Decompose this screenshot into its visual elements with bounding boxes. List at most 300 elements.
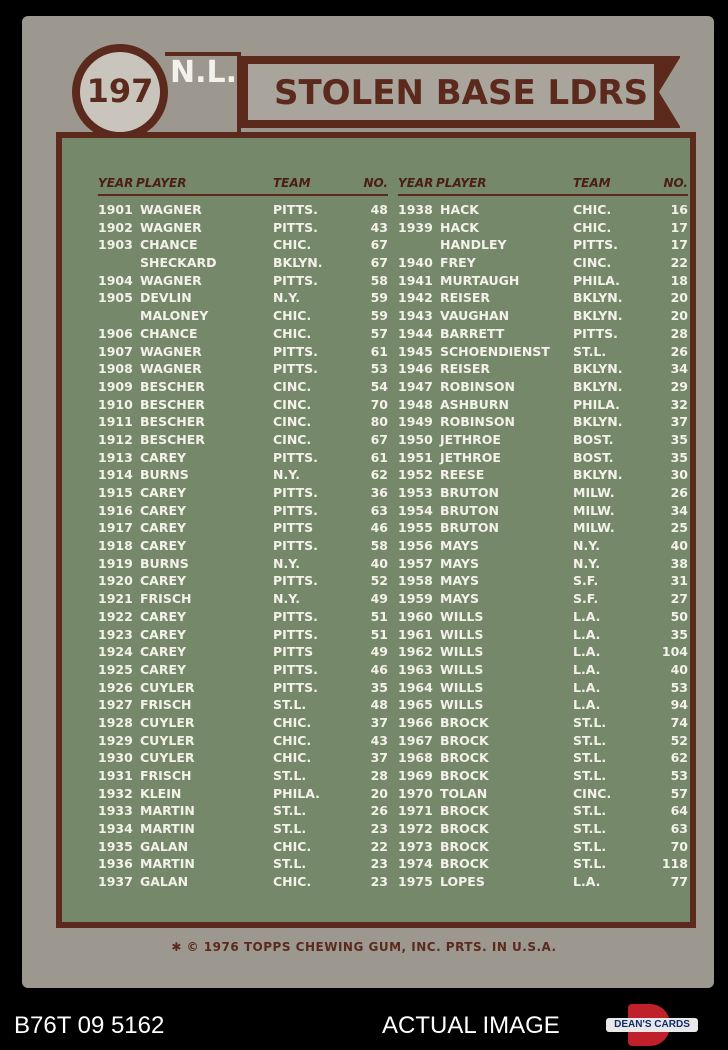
row-team: PITTS. [273,272,318,288]
row-team: ST.L. [573,732,607,748]
table-row [398,379,688,397]
row-steals: 27 [670,591,688,607]
table-row [98,680,388,698]
row-steals: 17 [670,219,688,235]
row-player: HACK [440,219,479,235]
row-year: 1933 [98,803,133,819]
table-row [98,220,388,238]
title-banner-inner [248,64,654,120]
row-steals: 52 [670,732,688,748]
row-player: MARTIN [140,856,195,872]
row-year: 1932 [98,785,133,801]
row-year: 1963 [398,661,433,677]
row-steals: 62 [670,750,688,766]
row-year: 1904 [98,272,133,288]
table-row [98,290,388,308]
row-year: 1974 [398,856,433,872]
left-column [98,176,388,892]
row-steals: 43 [370,732,388,748]
row-team: ST.L. [573,768,607,783]
row-steals: 36 [370,485,388,500]
row-year: 1960 [398,608,433,624]
table-row [98,715,388,733]
actual-image-label: ACTUAL IMAGE [382,1012,560,1039]
row-player: CAREY [140,573,187,589]
row-player: WILLS [440,608,484,624]
row-player: MARTIN [140,803,195,819]
row-steals: 37 [370,714,388,730]
row-year: 1955 [398,520,433,536]
table-row [98,627,388,645]
table-row [398,839,688,857]
row-steals: 67 [370,237,388,253]
row-steals: 32 [670,396,688,412]
table-row [98,644,388,662]
row-team: BOST. [573,431,614,447]
row-steals: 58 [370,272,388,288]
row-year: 1938 [398,202,433,217]
row-steals: 62 [370,467,388,483]
row-player: SCHOENDIENST [440,343,550,359]
row-year: 1937 [98,874,133,890]
row-year: 1945 [398,343,433,359]
row-player: KLEIN [140,785,182,801]
row-team: ST.L. [273,697,307,713]
row-player: FRISCH [140,697,192,713]
table-row [98,591,388,609]
row-player: BRUTON [440,485,499,500]
table-row [398,290,688,308]
row-year: 1949 [398,414,433,430]
row-year: 1935 [98,838,133,854]
table-row [398,644,688,662]
row-year: 1913 [98,449,133,465]
table-row [98,397,388,415]
row-steals: 26 [370,803,388,819]
row-team: ST.L. [273,856,307,872]
row-year: 1936 [98,856,133,872]
row-team: MILW. [573,502,615,518]
row-steals: 74 [670,714,688,730]
table-row [398,467,688,485]
card-id: B76T 09 5162 [14,1012,165,1039]
row-player: WILLS [440,679,484,695]
row-team: CHIC. [273,308,312,324]
row-team: N.Y. [273,555,300,571]
row-year: 1951 [398,449,433,465]
row-player: BRUTON [440,502,499,518]
row-player: GALAN [140,874,189,890]
header-no: NO. [363,176,388,190]
row-team: CHIC. [273,325,312,341]
logo-text: DEAN'S CARDS [606,1018,698,1032]
league-label: N.L. [170,55,238,90]
row-team: CHIC. [273,874,312,890]
table-row [398,874,688,892]
row-year: 1953 [398,485,433,500]
table-row [398,573,688,591]
row-player: VAUGHAN [440,308,510,324]
row-year: 1910 [98,396,133,412]
row-player: CAREY [140,502,187,518]
row-team: PITTS. [573,237,618,253]
table-row [98,361,388,379]
table-row [98,202,388,220]
row-year: 1929 [98,732,133,748]
row-team: MILW. [573,520,615,536]
row-year: 1930 [98,750,133,766]
row-team: CHIC. [573,202,612,217]
row-steals: 53 [670,679,688,695]
row-team: PITTS [273,644,314,660]
baseball-badge [72,44,168,140]
row-year: 1902 [98,219,133,235]
table-row [98,821,388,839]
row-player: BARRETT [440,325,505,341]
row-steals: 63 [670,821,688,837]
row-player: WILLS [440,697,484,713]
row-steals: 61 [370,343,388,359]
table-row [98,750,388,768]
row-steals: 53 [370,361,388,377]
row-team: PITTS. [273,361,318,377]
row-team: CINC. [573,255,612,271]
row-team: BKLYN. [573,467,623,483]
row-steals: 46 [370,661,388,677]
row-year: 1971 [398,803,433,819]
row-steals: 70 [370,396,388,412]
row-year: 1972 [398,821,433,837]
row-player: CUYLER [140,714,195,730]
table-row [98,803,388,821]
row-steals: 49 [370,591,388,607]
row-player: WAGNER [140,272,202,288]
row-player: TOLAN [440,785,488,801]
row-steals: 48 [370,697,388,713]
table-row [398,202,688,220]
header-year: YEAR [398,176,434,190]
row-player: FREY [440,255,476,271]
row-player: BESCHER [140,396,205,412]
row-year: 1946 [398,361,433,377]
row-steals: 40 [370,555,388,571]
table-row [398,273,688,291]
table-row [398,414,688,432]
row-player: FRISCH [140,591,192,607]
row-steals: 67 [370,255,388,271]
row-player: MARTIN [140,821,195,837]
row-team: ST.L. [573,838,607,854]
row-player: CAREY [140,520,187,536]
table-row [398,750,688,768]
row-steals: 20 [670,308,688,324]
row-year: 1941 [398,272,433,288]
row-steals: 63 [370,502,388,518]
row-player: BESCHER [140,414,205,430]
row-year: 1912 [98,431,133,447]
deans-cards-logo [606,1004,698,1046]
row-team: L.A. [573,697,601,713]
table-row [98,573,388,591]
row-team: PITTS. [273,679,318,695]
row-year: 1940 [398,255,433,271]
table-row [398,591,688,609]
row-year: 1950 [398,431,433,447]
row-player: BESCHER [140,378,205,394]
row-team: L.A. [573,644,601,660]
table-row [398,308,688,326]
row-year: 1970 [398,785,433,801]
row-team: PITTS. [273,449,318,465]
row-team: N.Y. [573,555,600,571]
row-year: 1927 [98,697,133,713]
row-player: WAGNER [140,361,202,377]
stats-panel [56,132,696,928]
row-team: L.A. [573,608,601,624]
row-year: 1905 [98,290,133,306]
row-steals: 118 [661,856,688,872]
table-row [398,485,688,503]
row-steals: 53 [670,768,688,783]
table-row [98,839,388,857]
table-row [98,733,388,751]
row-player: REISER [440,361,490,377]
row-year: 1921 [98,591,133,607]
row-player: WAGNER [140,202,202,217]
row-steals: 16 [670,202,688,217]
row-player: BROCK [440,821,489,837]
table-row [398,680,688,698]
row-player: CUYLER [140,750,195,766]
row-steals: 59 [370,290,388,306]
row-steals: 61 [370,449,388,465]
row-steals: 57 [670,785,688,801]
row-team: PITTS. [273,219,318,235]
row-year: 1918 [98,538,133,554]
row-year: 1939 [398,219,433,235]
row-steals: 51 [370,608,388,624]
row-steals: 80 [370,414,388,430]
table-row [398,520,688,538]
row-year: 1961 [398,626,433,642]
row-team: CINC. [273,378,312,394]
row-team: ST.L. [573,714,607,730]
header-player: PLAYER [136,176,187,190]
row-player: BROCK [440,768,489,783]
row-steals: 67 [370,431,388,447]
row-steals: 34 [670,502,688,518]
row-steals: 40 [670,538,688,554]
row-player: CAREY [140,608,187,624]
copyright-line: ✱ © 1976 TOPPS CHEWING GUM, INC. PRTS. IN U.S.A. [171,940,557,954]
table-row [398,220,688,238]
table-row [398,361,688,379]
row-player: HACK [440,202,479,217]
row-player: CAREY [140,644,187,660]
table-row [398,856,688,874]
row-year: 1916 [98,502,133,518]
row-player: FRISCH [140,768,192,783]
row-steals: 37 [670,414,688,430]
row-player: CAREY [140,485,187,500]
row-player: BURNS [140,467,189,483]
baseball-icon [80,52,160,132]
row-team: CINC. [273,396,312,412]
row-team: ST.L. [273,768,307,783]
title-banner [240,56,680,128]
table-row [98,308,388,326]
table-row [98,556,388,574]
row-team: L.A. [573,661,601,677]
row-team: L.A. [573,874,601,890]
row-player: CUYLER [140,679,195,695]
table-row [398,697,688,715]
row-team: CINC. [273,414,312,430]
table-row [98,255,388,273]
row-team: PITTS. [273,485,318,500]
table-row [398,432,688,450]
row-team: S.F. [573,573,599,589]
row-player: WILLS [440,644,484,660]
row-year: 1934 [98,821,133,837]
table-row [398,538,688,556]
table-row [398,627,688,645]
row-player: CHANCE [140,325,198,341]
row-steals: 25 [670,520,688,536]
row-year: 1952 [398,467,433,483]
table-row [98,856,388,874]
row-steals: 22 [670,255,688,271]
row-steals: 20 [670,290,688,306]
row-team: CHIC. [273,714,312,730]
row-steals: 77 [670,874,688,890]
row-team: PITTS. [273,661,318,677]
row-year: 1959 [398,591,433,607]
row-team: BKLYN. [573,414,623,430]
row-team: PITTS. [273,202,318,217]
row-year: 1965 [398,697,433,713]
row-player: BROCK [440,803,489,819]
row-team: PHILA. [573,396,620,412]
row-player: MAYS [440,573,479,589]
row-steals: 29 [670,378,688,394]
row-steals: 46 [370,520,388,536]
row-player: CAREY [140,661,187,677]
table-row [98,786,388,804]
table-row [398,344,688,362]
row-steals: 50 [670,608,688,624]
row-year: 1942 [398,290,433,306]
row-year: 1944 [398,325,433,341]
row-player: ROBINSON [440,378,515,394]
table-row [98,768,388,786]
row-team: S.F. [573,591,599,607]
row-player: MAYS [440,591,479,607]
row-team: CINC. [573,785,612,801]
row-player: CAREY [140,626,187,642]
table-row [98,520,388,538]
row-team: CHIC. [573,219,612,235]
row-player: JETHROE [440,449,501,465]
left-rows [98,202,388,892]
header-year: YEAR [98,176,134,190]
row-team: ST.L. [273,821,307,837]
row-team: ST.L. [573,856,607,872]
row-year: 1973 [398,838,433,854]
row-steals: 51 [370,626,388,642]
row-player: BRUTON [440,520,499,536]
row-player: ROBINSON [440,414,515,430]
row-steals: 30 [670,467,688,483]
row-steals: 58 [370,538,388,554]
table-row [98,538,388,556]
left-header [98,176,388,196]
row-year: 1931 [98,768,133,783]
row-team: ST.L. [573,821,607,837]
table-row [398,556,688,574]
row-year: 1964 [398,679,433,695]
row-player: ASHBURN [440,396,509,412]
row-team: CHIC. [273,838,312,854]
row-steals: 52 [370,573,388,589]
row-team: BOST. [573,449,614,465]
table-row [98,344,388,362]
row-year: 1969 [398,768,433,783]
table-row [398,237,688,255]
row-steals: 31 [670,573,688,589]
row-steals: 23 [370,874,388,890]
table-row [398,803,688,821]
table-row [398,255,688,273]
row-player: BROCK [440,838,489,854]
row-player: BROCK [440,714,489,730]
row-player: WAGNER [140,343,202,359]
row-player: REESE [440,467,485,483]
row-player: BROCK [440,750,489,766]
row-team: PITTS. [273,343,318,359]
row-team: N.Y. [273,290,300,306]
row-team: BKLYN. [573,378,623,394]
table-row [98,609,388,627]
row-player: HANDLEY [440,237,507,253]
row-steals: 43 [370,219,388,235]
row-year: 1909 [98,378,133,394]
row-player: BURNS [140,555,189,571]
table-row [398,503,688,521]
row-steals: 57 [370,325,388,341]
right-header [398,176,688,196]
table-row [398,768,688,786]
row-player: JETHROE [440,431,501,447]
row-player: MAYS [440,538,479,554]
row-team: L.A. [573,626,601,642]
table-row [98,414,388,432]
row-year: 1966 [398,714,433,730]
row-player: CHANCE [140,237,198,253]
row-year: 1920 [98,573,133,589]
row-steals: 20 [370,785,388,801]
row-player: WAGNER [140,219,202,235]
row-year: 1923 [98,626,133,642]
row-year: 1928 [98,714,133,730]
row-player: WILLS [440,661,484,677]
row-year: 1962 [398,644,433,660]
row-steals: 17 [670,237,688,253]
row-steals: 35 [670,431,688,447]
row-steals: 64 [670,803,688,819]
row-year: 1911 [98,414,133,430]
row-year: 1919 [98,555,133,571]
